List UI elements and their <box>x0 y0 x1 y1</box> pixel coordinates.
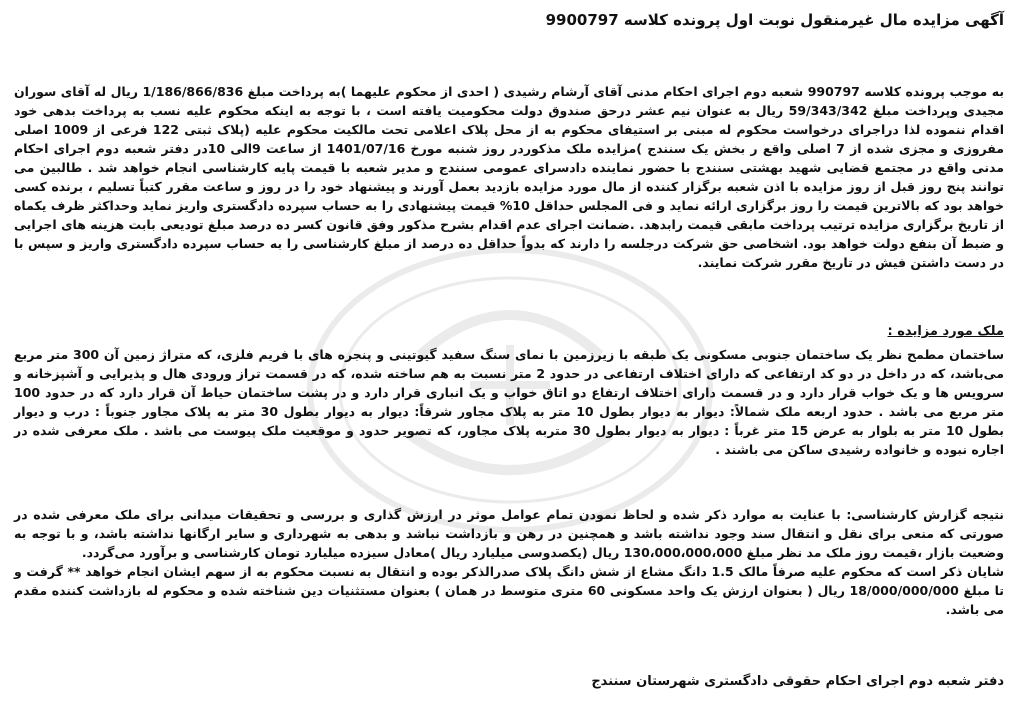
notice-title: آگهی مزایده مال غیرمنقول نوبت اول پرونده کلاسه 9900797 <box>545 11 1004 29</box>
notice-paragraph-property-description: ساختمان مطمح نظر یک ساختمان جنوبی مسکونی یک طبقه با زیرزمین با نمای سنگ سفید گیوتینی و پنجره های با فریم فلزی، که متراژ زمین آن 300 متر مربع می‌باشد، که در داخل در دو کد ارتفاعی که دارای اختلاف ارتفاعی در حدود 2 متر نسبت به هم ساخته شده، که در قسمت تراز ورودی هال و پذیرایی و آشپزخانه و سرویس ها و یک خواب قرار دارد و در قسمت دارای اختلاف ارتفاع دو اتاق خواب و یک انباری قرار دارد و در پشت ساختمان حیاط آن قرار دارد که در حدود 100 متر مربع می باشد . حدود اربعه ملک شمالاً: دیوار به دیوار بطول 10 متر به پلاک مجاور شرقاً: دیوار به دیوار بطول 30 متر به پلاک مجاور جنوباً : درب و دیوار بطول 10 متر به بلوار به عرض 15 متر غرباً : دیوار به دیوار بطول 30 متربه پلاک مجاور، که تصویر حدود و موقعیت ملک پیوست می باشد . ملک معرفی شده در اجاره نبوده و خانواده رشیدی ساکن می باشند . <box>14 347 1004 457</box>
property-heading: ملک مورد مزایده : <box>887 324 1004 339</box>
notice-footer-office: دفتر شعبه دوم اجرای احکام حقوقی دادگستری شهرستان سنندج <box>591 674 1004 689</box>
notice-paragraph-auction-terms: به موجب پرونده کلاسه 990797 شعبه دوم اجرای احکام مدنی آقای آرشام رشیدی ( احدی از محکوم علیهما )به پرداخت مبلغ 1/186/866/836 ریال له آقای سوران مجیدی وپرداخت مبلغ 59/343/342 ریال به عنوان نیم عشر درحق صندوق دولت محکومیت یافته است ، با توجه به اینکه محکوم علیه نسب به پرداخت بدهی خود اقدام ننموده لذا دراجرای درخواست محکوم له مبنی بر استیفای محکوم به از محل پلاک اعلامی تحت مالکیت محکوم علیه (پلاک ثبتی 122 فرعی از 1009 اصلی مفروزی و مجزی شده از 7 اصلی واقع ر بخش یک سنندج )مزایده ملک مذکوردر روز شنبه مورخ 1401/07/16 از ساعت 9الی 10در دفتر شعبه دوم اجرای احکام مدنی واقع در مجتمع قضایی شهید بهشتی سنندج با حضور نماینده دادسرای عمومی سنندج و مدیر شعبه با قیمت پایه کارشناسی انجام خواهد شد . طالبین می توانند پنج روز قبل از روز مزایده با اذن شعبه برگزار کننده از مال مورد مزایده بازدید بعمل آورند و پیشنهاد خود را در روز و ساعت مقرر کتباً تسلیم ، برنده کسی خواهد بود که بالاترین قیمت را روز برگزاری ارائه نماید و فی المجلس حداقل 10% قیمت پیشنهادی را به حساب سپرده دادگستری واریز نماید وحداکثر ظرف یکماه از تاریخ برگزاری مزایده ترتیب پرداخت مابقی قیمت رابدهد. .ضمانت اجرای عدم اقدام بشرح مذکور وفق قانون کسر ده درصد مبلغ تودیعی بابت هزینه های اجرایی و ضبط آن بنفع دولت خواهد بود. اشخاصی حق شرکت درجلسه را دارند که بدواً حداقل ده درصد از مبلغ کارشناسی را به حساب سپرده دادگستری واریز و سپس با در دست داشتن فیش در تاریخ مقرر شرکت نمایند. <box>14 84 1005 270</box>
notice-paragraph-ownership-note: شایان ذکر است که محکوم علیه صرفاً مالک 1.5 دانگ مشاع از شش دانگ پلاک صدرالذکر بوده و انتقال به نسبت محکوم به از سهم ایشان انجام خواهد ** گرفت و تا مبلغ 18/000/000/000 ریال ( بعنوان ارزش یک واحد مسکونی 60 متری متوسط در همان ) بعنوان مستثنیات دین شناخته شده و محکوم له بازداشت کننده مقدم می باشد. <box>14 564 1004 617</box>
notice-paragraph-appraisal-result: نتیجه گزارش کارشناسی: با عنایت به موارد ذکر شده و لحاظ نمودن تمام عوامل موثر در ارزش گذاری و بررسی و تحقیقات میدانی برای ملک معرفی شده در صورتی که منعی برای نقل و انتقال سند وجود نداشته باشد و همچنین در رهن و بازداشت نباشد و بدهی به شهرداری و سایر ارگانها نداشته باشد، و با توجه به وضعیت بازار ،قیمت روز ملک مد نظر مبلغ 130،000،000،000 ریال (یکصدوسی میلیارد ریال )معادل سیزده میلیارد تومان کارشناسی و برآورد می‌گردد. <box>14 507 1004 560</box>
